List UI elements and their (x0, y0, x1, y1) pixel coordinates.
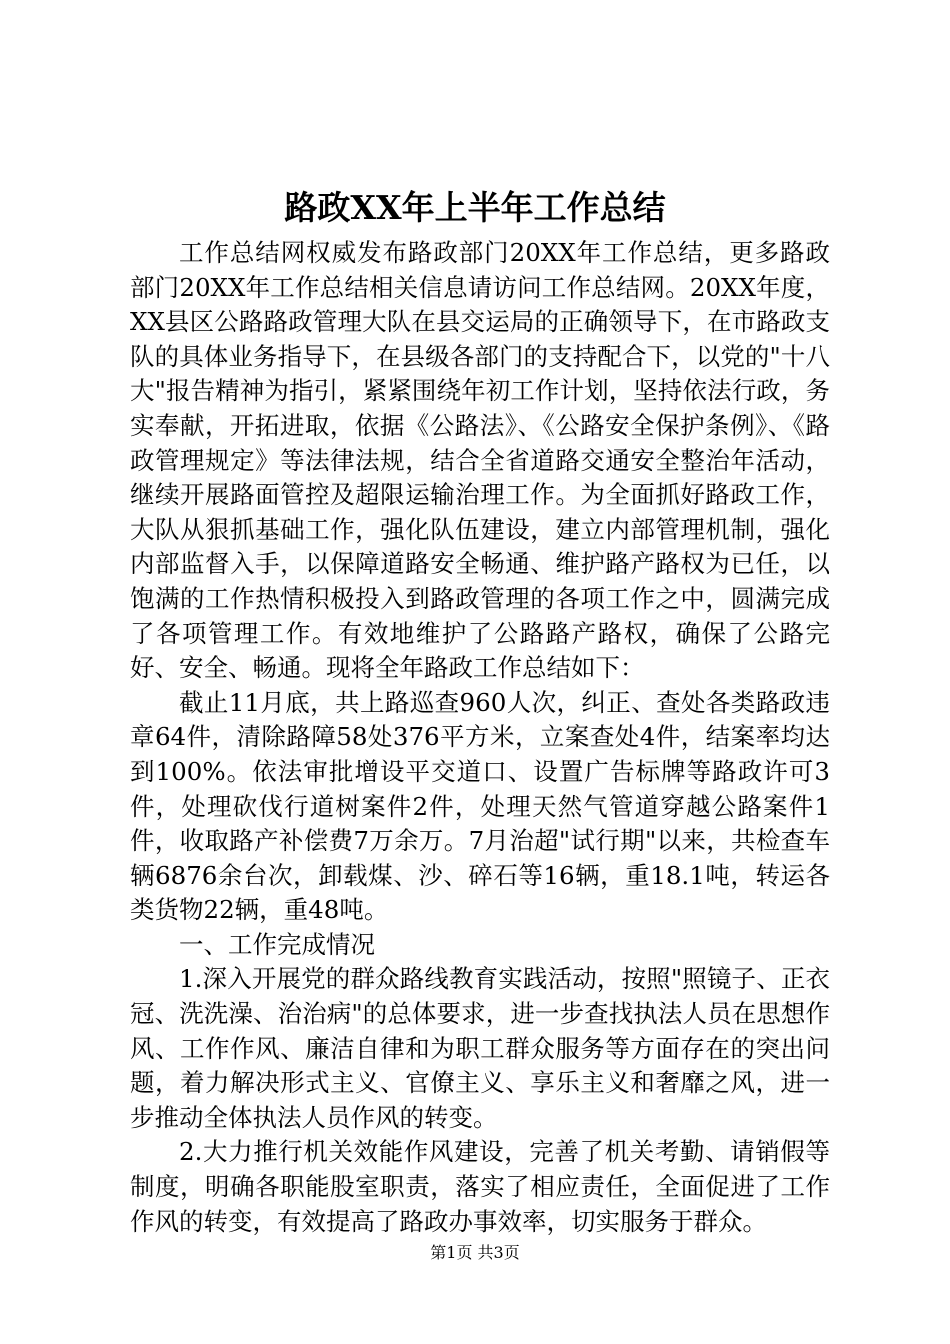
document-title: 路政XX年上半年工作总结 (284, 188, 666, 227)
section-heading: 一、工作完成情况 (179, 929, 375, 959)
paragraph-item-2: 2.大力推行机关效能作风建设，完善了机关考勤、请销假等制度，明确各职能股室职责，落实了相应责任，全面促进了工作作风的转变，有效提高了路政办事效率，切实服务于群众。 (130, 1137, 830, 1236)
paragraph-intro: 工作总结网权威发布路政部门20XX年工作总结，更多路政部门20XX年工作总结相关信息请访问工作总结网。20XX年度，XX县区公路路政管理大队在县交运局的正确领导下，在市路政支队的具体业务指导下，在县级各部门的支持配合下，以党的"十八大"报告精神为指引，紧紧围绕年初工作计划，坚持依法行政，务实奉献，开拓进取，依据《公路法》、《公路安全保护条例》、《路政管理规定》等法律法规，结合全省道路交通安全整治年活动，继续开展路面管控及超限运输治理工作。为全面抓好路政工作，大队从狠抓基础工作，强化队伍建设，建立内部管理机制，强化内部监督入手，以保障道路安全畅通、维护路产路权为已任，以饱满的工作热情积极投入到路政管理的各项工作之中，圆满完成了各项管理工作。有效地维护了公路路产路权，确保了公路完好、安全、畅通。现将全年路政工作总结如下： (130, 238, 830, 683)
document-body (130, 236, 830, 1239)
paragraph-statistics: 截止11月底，共上路巡查960人次，纠正、查处各类路政违章64件，清除路障58处376平方米，立案查处4件，结案率均达到100%。依法审批增设平交道口、设置广告标牌等路政许可3件，处理砍伐行道树案件2件，处理天然气管道穿越公路案件1件，收取路产补偿费7万余万。7月治超"试行期"以来，共检查车辆6876余台次，卸载煤、沙、碎石等16辆，重18.1吨，转运各类货物22辆，重48吨。 (130, 687, 830, 925)
paragraph-item-1: 1.深入开展党的群众路线教育实践活动，按照"照镜子、正衣冠、洗洗澡、治治病"的总体要求，进一步查找执法人员在思想作风、工作作风、廉洁自律和为职工群众服务等方面存在的突出问题，着力解决形式主义、官僚主义、享乐主义和奢靡之风，进一步推动全体执法人员作风的转变。 (130, 964, 830, 1132)
page-footer: 第1页 共3页 (430, 1243, 520, 1262)
